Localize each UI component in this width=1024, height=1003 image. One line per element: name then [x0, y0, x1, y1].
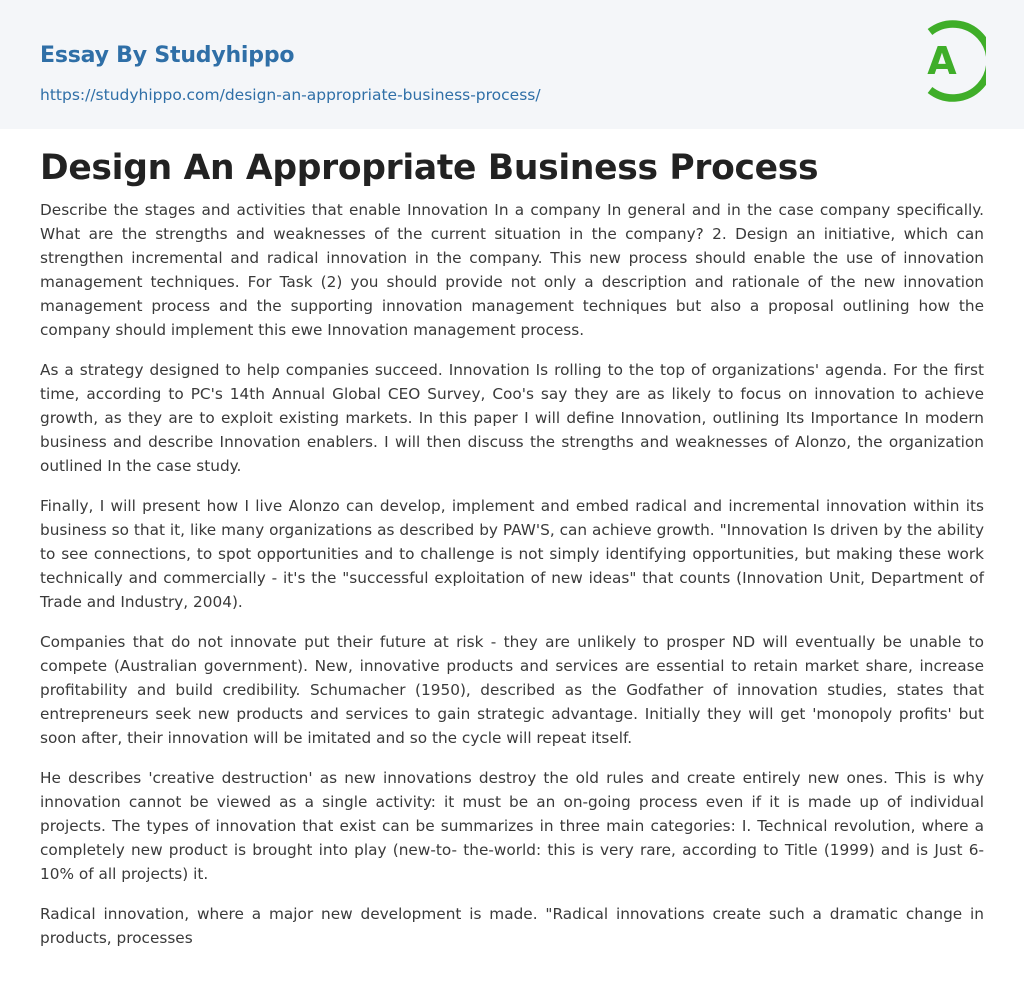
studyhippo-logo-icon[interactable]	[916, 19, 986, 104]
logo-letter: A	[927, 39, 957, 83]
paragraph: Companies that do not innovate put their future at risk - they are unlikely to prosper ND will eventually be unable to compete (Australian government). New, innovative products and services are essential to retain market share, increase profitability and build credibility. Schumacher (1950), described as the Godfather of innovation studies, states that entrepreneurs seek new products and services to gain strategic advantage. Initially they will get 'monopoly profits' but soon after, their innovation will be imitated and so the cycle will repeat itself.	[40, 633, 984, 747]
paragraph: As a strategy designed to help companies succeed. Innovation Is rolling to the top of organizations' agenda. For the first time, according to PC's 14th Annual Global CEO Survey, Coo's say they are as likely to focus on innovation to achieve growth, as they are to exploit existing markets. In this paper I will define Innovation, outlining Its Importance In modern business and describe Innovation enablers. I will then discuss the strengths and weaknesses of Alonzo, the organization outlined In the case study.	[40, 361, 984, 475]
paragraph: Describe the stages and activities that enable Innovation In a company In general and in the case company specifically. What are the strengths and weaknesses of the current situation in the company? 2. Design an initiative, which can strengthen incremental and radical innovation in the company. This new process should enable the use of innovation management techniques. For Task (2) you should provide not only a description and rationale of the new innovation management process and the supporting innovation management techniques but also a proposal outlining how the company should implement this ewe Innovation management process.	[40, 201, 984, 339]
paragraph: Radical innovation, where a major new development is made. "Radical innovations create such a dramatic change in products, processes	[40, 905, 984, 947]
essay-url-link[interactable]: https://studyhippo.com/design-an-appropriate-business-process/	[40, 86, 541, 104]
paragraph: He describes 'creative destruction' as new innovations destroy the old rules and create entirely new ones. This is why innovation cannot be viewed as a single activity: it must be an on-going process even if it is made up of individual projects. The types of innovation that exist can be summarizes in three main categories: I. Technical revolution, where a completely new product is brought into play (new-to- the-world: this is very rare, according to Title (1999) and is Just 6-10% of all projects) it.	[40, 769, 984, 883]
site-title[interactable]: Essay By Studyhippo	[40, 43, 295, 68]
page-title: Design An Appropriate Business Process	[40, 148, 819, 188]
site-header	[0, 0, 1024, 129]
paragraph: Finally, I will present how I live Alonzo can develop, implement and embed radical and incremental innovation within its business so that it, like many organizations as described by PAW'S, can achieve growth. "Innovation Is driven by the ability to see connections, to spot opportunities and to challenge is not simply identifying opportunities, but making these work technically and commercially - it's the "successful exploitation of new ideas" that counts (Innovation Unit, Department of Trade and Industry, 2004).	[40, 497, 984, 611]
article	[0, 148, 1024, 950]
